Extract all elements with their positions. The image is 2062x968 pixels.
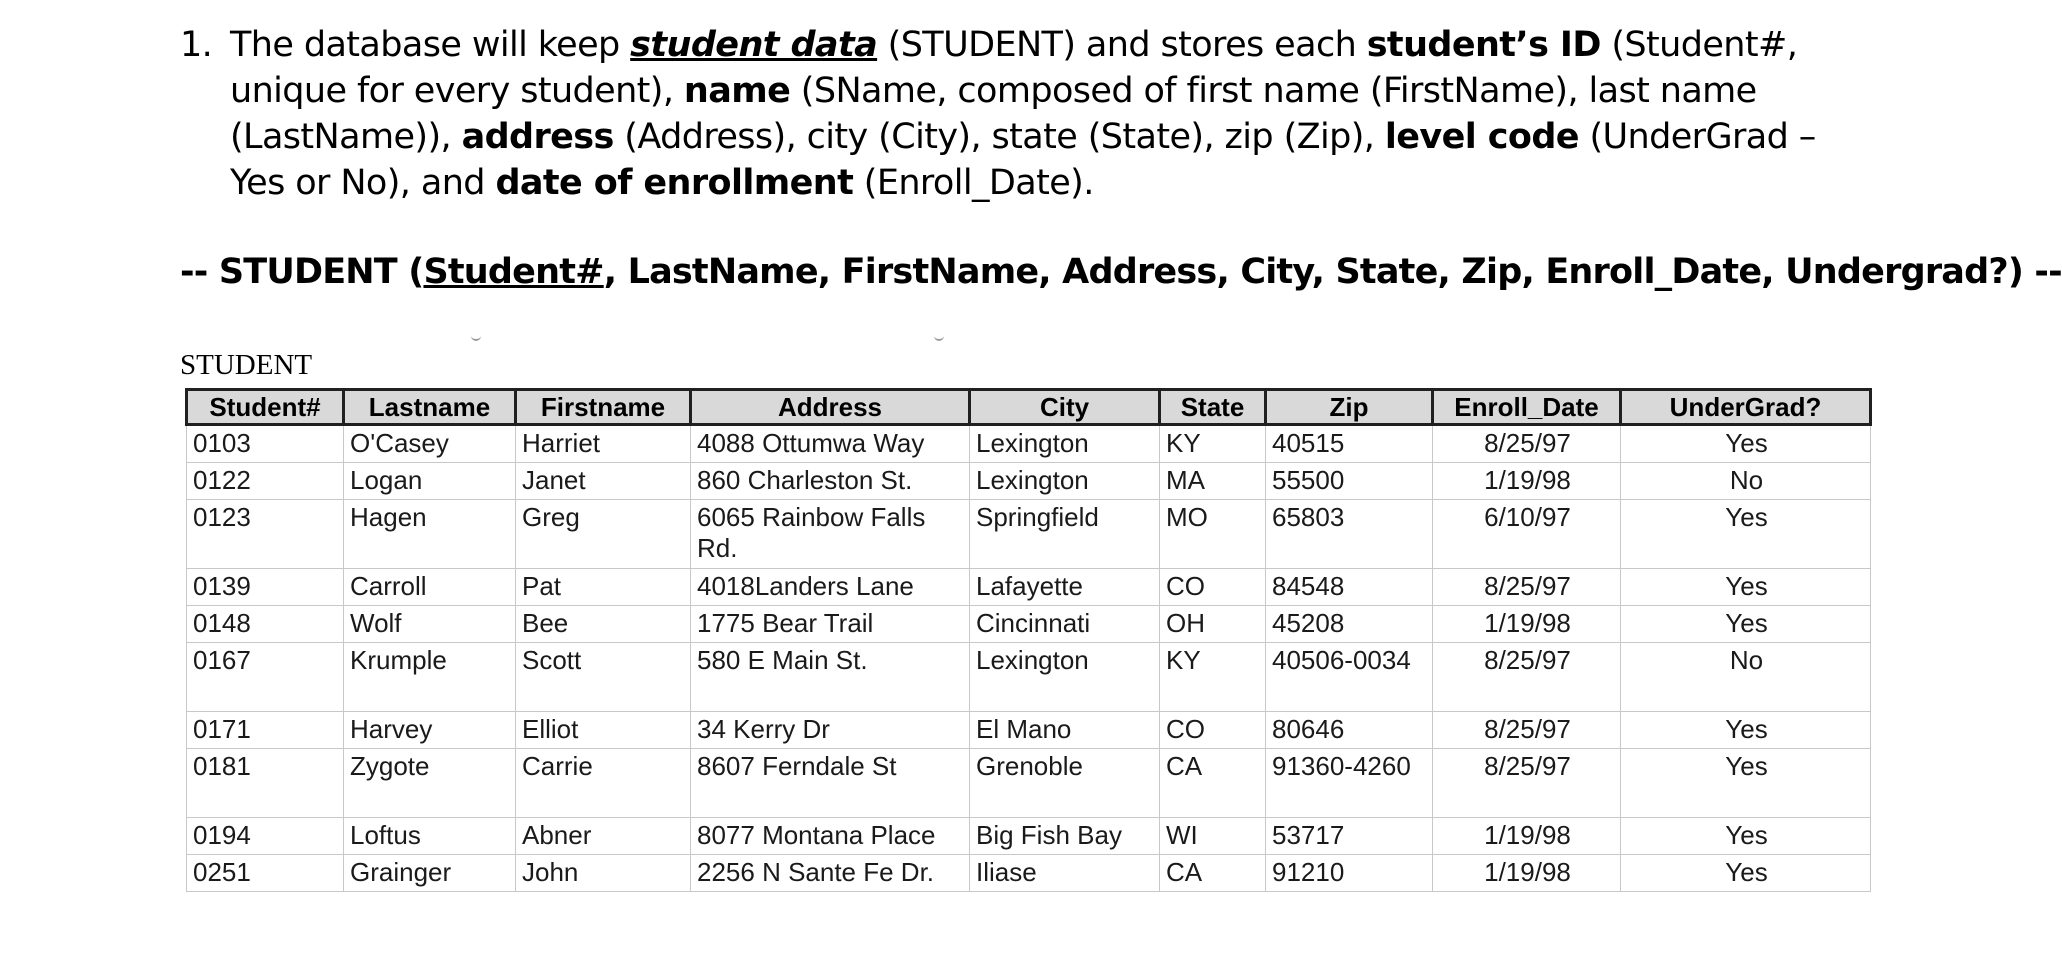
table-cell: 0103 bbox=[187, 425, 344, 463]
table-cell: 4018Landers Lane bbox=[691, 569, 970, 606]
table-row bbox=[187, 643, 1871, 712]
table-cell: Logan bbox=[344, 463, 516, 500]
table-cell: 0167 bbox=[187, 643, 344, 712]
table-cell: 80646 bbox=[1266, 712, 1433, 749]
table-cell: Yes bbox=[1621, 606, 1871, 643]
table-cell: 0139 bbox=[187, 569, 344, 606]
table-cell: 8/25/97 bbox=[1433, 712, 1621, 749]
text-run: (Student#, unique for every student), bbox=[230, 25, 1798, 111]
table-cell: KY bbox=[1160, 425, 1266, 463]
table-cell: 0194 bbox=[187, 818, 344, 855]
column-header: City bbox=[970, 390, 1160, 425]
table-cell: OH bbox=[1160, 606, 1266, 643]
table-cell: 8/25/97 bbox=[1433, 749, 1621, 818]
table-cell: O'Casey bbox=[344, 425, 516, 463]
table-cell: Yes bbox=[1621, 569, 1871, 606]
text-run: (Enroll_Date). bbox=[853, 163, 1094, 203]
table-cell: Cincinnati bbox=[970, 606, 1160, 643]
schema-prefix: -- STUDENT ( bbox=[180, 252, 424, 292]
column-header: Address bbox=[691, 390, 970, 425]
table-cell: No bbox=[1621, 643, 1871, 712]
schema-attributes: , LastName, FirstName, Address, City, State, Zip, Enroll_Date, Undergrad?) -- bbox=[603, 252, 2062, 292]
text-run: (UnderGrad – Yes or No), and bbox=[230, 117, 1816, 203]
requirement-paragraph bbox=[180, 22, 1840, 206]
text-run: The database will keep bbox=[230, 25, 631, 65]
text-run: (STUDENT) and stores each bbox=[877, 25, 1367, 65]
text-run: (Address), city (City), state (State), zip (Zip), bbox=[613, 117, 1385, 157]
table-cell: 53717 bbox=[1266, 818, 1433, 855]
table-cell: Elliot bbox=[516, 712, 691, 749]
table-header-row bbox=[187, 390, 1871, 425]
table-cell: Yes bbox=[1621, 425, 1871, 463]
table-cell: 8/25/97 bbox=[1433, 643, 1621, 712]
table-row bbox=[187, 500, 1871, 569]
table-cell: 40515 bbox=[1266, 425, 1433, 463]
table-cell: 8607 Ferndale St bbox=[691, 749, 970, 818]
table-cell: Bee bbox=[516, 606, 691, 643]
table-cell: Yes bbox=[1621, 818, 1871, 855]
table-row bbox=[187, 749, 1871, 818]
column-header: Enroll_Date bbox=[1433, 390, 1621, 425]
text-run: (SName, composed of first name (FirstName), last name (LastName)), bbox=[230, 71, 1757, 157]
emphasis-enroll-date: date of enrollment bbox=[495, 163, 854, 203]
table-cell: 0171 bbox=[187, 712, 344, 749]
emphasis-name: name bbox=[683, 71, 791, 111]
table-cell: Yes bbox=[1621, 749, 1871, 818]
table-cell: Harriet bbox=[516, 425, 691, 463]
table-cell: Harvey bbox=[344, 712, 516, 749]
table-cell: 1/19/98 bbox=[1433, 855, 1621, 892]
table-cell: Iliase bbox=[970, 855, 1160, 892]
table-cell: 1/19/98 bbox=[1433, 818, 1621, 855]
table-cell: Carrie bbox=[516, 749, 691, 818]
table-cell: 0123 bbox=[187, 500, 344, 569]
table-cell: Grainger bbox=[344, 855, 516, 892]
table-row bbox=[187, 855, 1871, 892]
relation-schema bbox=[180, 252, 2062, 292]
table-cell: Yes bbox=[1621, 500, 1871, 569]
table-cell: 1/19/98 bbox=[1433, 606, 1621, 643]
table-cell: John bbox=[516, 855, 691, 892]
table-cell: Lafayette bbox=[970, 569, 1160, 606]
emphasis-student-data: student data bbox=[630, 25, 878, 65]
table-cell: CO bbox=[1160, 712, 1266, 749]
table-cell: 34 Kerry Dr bbox=[691, 712, 970, 749]
table-cell: Pat bbox=[516, 569, 691, 606]
table-body bbox=[187, 425, 1871, 892]
table-cell: CA bbox=[1160, 855, 1266, 892]
table-cell: Abner bbox=[516, 818, 691, 855]
table-cell: MA bbox=[1160, 463, 1266, 500]
schema-primary-key: Student# bbox=[423, 252, 604, 292]
table-row bbox=[187, 569, 1871, 606]
table-cell: 0251 bbox=[187, 855, 344, 892]
table-label: STUDENT bbox=[180, 349, 313, 381]
table-cell: MO bbox=[1160, 500, 1266, 569]
table-cell: Hagen bbox=[344, 500, 516, 569]
table-cell: Scott bbox=[516, 643, 691, 712]
column-header: Student# bbox=[187, 390, 344, 425]
table-cell: 40506-0034 bbox=[1266, 643, 1433, 712]
emphasis-student-id: student’s ID bbox=[1366, 25, 1601, 65]
table-cell: 6/10/97 bbox=[1433, 500, 1621, 569]
requirement-text bbox=[230, 22, 1840, 206]
table-cell: WI bbox=[1160, 818, 1266, 855]
table-cell: 91210 bbox=[1266, 855, 1433, 892]
table-cell: Springfield bbox=[970, 500, 1160, 569]
scan-artifact-mark bbox=[471, 333, 481, 341]
table-row bbox=[187, 425, 1871, 463]
column-header: Lastname bbox=[344, 390, 516, 425]
scan-artifact-mark bbox=[934, 333, 944, 341]
table-cell: 91360-4260 bbox=[1266, 749, 1433, 818]
table-cell: 8/25/97 bbox=[1433, 569, 1621, 606]
column-header: Firstname bbox=[516, 390, 691, 425]
table-row bbox=[187, 818, 1871, 855]
table-cell: 580 E Main St. bbox=[691, 643, 970, 712]
column-header: UnderGrad? bbox=[1621, 390, 1871, 425]
table-cell: Carroll bbox=[344, 569, 516, 606]
table-cell: CA bbox=[1160, 749, 1266, 818]
table-cell: No bbox=[1621, 463, 1871, 500]
table-row bbox=[187, 463, 1871, 500]
student-table bbox=[185, 388, 1872, 892]
column-header: Zip bbox=[1266, 390, 1433, 425]
table-cell: Wolf bbox=[344, 606, 516, 643]
table-cell: 1/19/98 bbox=[1433, 463, 1621, 500]
table-cell: Janet bbox=[516, 463, 691, 500]
table-cell: Big Fish Bay bbox=[970, 818, 1160, 855]
table-cell: Yes bbox=[1621, 712, 1871, 749]
table-cell: 0122 bbox=[187, 463, 344, 500]
table-cell: Greg bbox=[516, 500, 691, 569]
table-cell: CO bbox=[1160, 569, 1266, 606]
table-cell: 1775 Bear Trail bbox=[691, 606, 970, 643]
table-cell: 0148 bbox=[187, 606, 344, 643]
table-cell: El Mano bbox=[970, 712, 1160, 749]
emphasis-level-code: level code bbox=[1384, 117, 1579, 157]
table-cell: 65803 bbox=[1266, 500, 1433, 569]
table-cell: Krumple bbox=[344, 643, 516, 712]
table-cell: Zygote bbox=[344, 749, 516, 818]
table-row bbox=[187, 606, 1871, 643]
table-cell: 860 Charleston St. bbox=[691, 463, 970, 500]
table-cell: Lexington bbox=[970, 425, 1160, 463]
table-cell: 8077 Montana Place bbox=[691, 818, 970, 855]
table-cell: 6065 Rainbow Falls Rd. bbox=[691, 500, 970, 569]
table-cell: 55500 bbox=[1266, 463, 1433, 500]
table-cell: 0181 bbox=[187, 749, 344, 818]
table-cell: 45208 bbox=[1266, 606, 1433, 643]
table-cell: Lexington bbox=[970, 643, 1160, 712]
table-cell: Loftus bbox=[344, 818, 516, 855]
table-cell: Lexington bbox=[970, 463, 1160, 500]
emphasis-address: address bbox=[461, 117, 614, 157]
table-cell: 84548 bbox=[1266, 569, 1433, 606]
table-cell: 2256 N Sante Fe Dr. bbox=[691, 855, 970, 892]
list-number: 1. bbox=[180, 25, 213, 65]
table-cell: 4088 Ottumwa Way bbox=[691, 425, 970, 463]
column-header: State bbox=[1160, 390, 1266, 425]
table-cell: Yes bbox=[1621, 855, 1871, 892]
table-row bbox=[187, 712, 1871, 749]
table-cell: 8/25/97 bbox=[1433, 425, 1621, 463]
table-cell: KY bbox=[1160, 643, 1266, 712]
table-cell: Grenoble bbox=[970, 749, 1160, 818]
